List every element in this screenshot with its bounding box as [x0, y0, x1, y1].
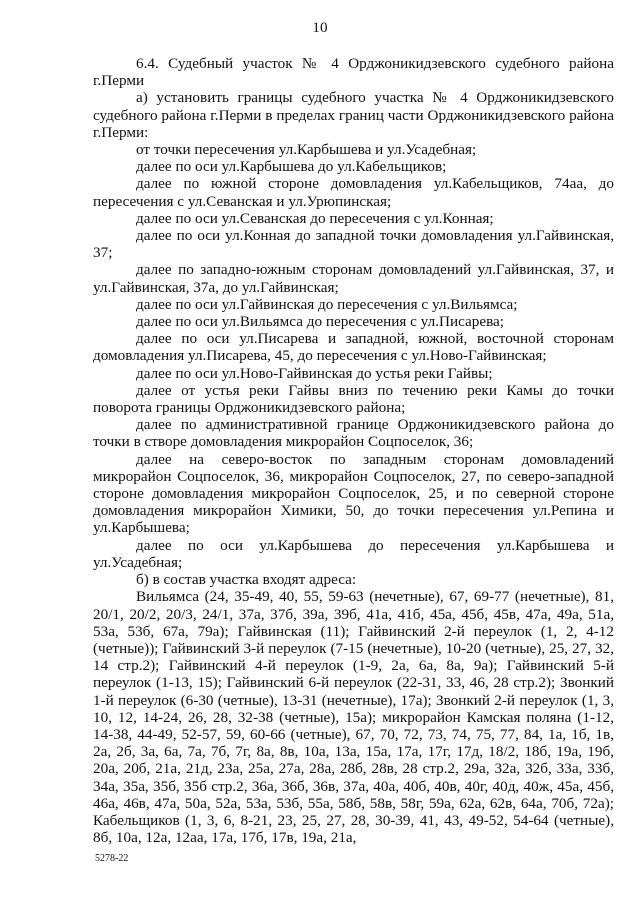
paragraph: далее по оси ул.Севанская до пересечения с ул.Конная;: [136, 209, 494, 227]
paragraph: далее по оси ул.Карбышева до пересечения ул.Карбышева и ул.Усадебная;: [93, 536, 614, 571]
paragraph: далее по оси ул.Карбышева до ул.Кабельщиков;: [136, 158, 447, 176]
paragraph: далее по оси ул.Писарева и западной, южной, восточной сторонам домовладения ул.Писарева, 45, до пересечения с ул.Ново-Гайвинская;: [93, 330, 614, 365]
paragraph: б) в состав участка входят адреса:: [136, 571, 357, 589]
paragraph: далее по южной стороне домовладения ул.Кабельщиков, 74аа, до пересечения с ул.Севанская и ул.Урюпинская;: [93, 175, 614, 210]
document-body: [93, 55, 614, 846]
paragraph: далее на северо-восток по западным сторонам домовладений микрорайон Соцпоселок, 36, микрорайон Соцпоселок, 27, по северо-западной стороне домовладения микрорайон Соцпоселок, 25, и по северной стороне домовладения микрорайон Химики, 50, до точки пересечения ул.Репина и ул.Карбышева;: [93, 450, 614, 537]
paragraph: далее по административной границе Орджоникидзевского района до точки в створе домовладения микрорайон Соцпоселок, 36;: [93, 416, 614, 451]
paragraph: от точки пересечения ул.Карбышева и ул.Усадебная;: [136, 141, 477, 159]
paragraph: а) установить границы судебного участка № 4 Орджоникидзевского судебного района г.Перми в пределах границ части Орджоникидзевского района г.Перми:: [93, 89, 614, 141]
paragraph: далее по оси ул.Вильямса до пересечения с ул.Писарева;: [136, 313, 505, 331]
paragraph: далее по западно-южным сторонам домовладений ул.Гайвинская, 37, и ул.Гайвинская, 37а, до ул.Гайвинская;: [93, 261, 614, 296]
paragraph: далее по оси ул.Гайвинская до пересечения с ул.Вильямса;: [136, 295, 518, 313]
paragraph: 6.4. Судебный участок № 4 Орджоникидзевского судебного района г.Перми: [93, 55, 614, 90]
paragraph: далее по оси ул.Ново-Гайвинская до устья реки Гайвы;: [136, 364, 493, 382]
page-number: 10: [312, 19, 328, 36]
paragraph: далее по оси ул.Конная до западной точки домовладения ул.Гайвинская, 37;: [93, 227, 614, 262]
paragraph: далее от устья реки Гайвы вниз по течению реки Камы до точки поворота границы Орджоникидзевского района;: [93, 381, 614, 417]
paragraph: Вильямса (24, 35-49, 40, 55, 59-63 (нечетные), 67, 69-77 (нечетные), 81, 20/1, 20/2, 20/3, 24/1, 37а, 37б, 39а, 39б, 41а, 41б, 45а, 45б, 45в, 47а, 49а, 51а, 53а, 53б, 67а, 79а); Гайвинская (11); Гайвинский 2-й переулок (1, 2, 4-12 (четные)); Гайвинский 3-й переулок (7-15 (нечетные), 10-20 (четные), 25, 27, 32, 14 стр.2); Гайвинский 4-й переулок (1-9, 2а, 6а, 8а, 9а); Гайвинский 5-й переулок (1-13, 15); Гайвинский 6-й переулок (22-31, 33, 46, 28 стр.2); Звонкий 1-й переулок (6-30 (четные), 13-31 (нечетные), 17а); Звонкий 2-й переулок (1, 3, 10, 12, 14-24, 26, 28, 32-38 (четные), 15а); микрорайон Камская поляна (1-12, 14-38, 44-49, 52-57, 59, 60-66 (четные), 67, 70, 72, 73, 74, 75, 77, 84, 1а, 1б, 1в, 2а, 2б, 3а, 6а, 7а, 7б, 7г, 8а, 8в, 10а, 13а, 15а, 17а, 17г, 17д, 18/2, 18б, 19а, 19б, 20а, 20б, 21а, 21д, 23а, 25а, 27а, 28а, 28б, 28в, 28 стр.2, 29а, 32а, 32б, 33а, 33б, 34а, 35а, 35б, 35б стр.2, 36а, 36б, 36в, 37а, 40а, 40б, 40в, 40г, 40д, 40ж, 45а, 45б, 46а, 46в, 47а, 50а, 52а, 53а, 53б, 55а, 58б, 58в, 58г, 59а, 62а, 62в, 64а, 70б, 72а); Кабельщиков (1, 3, 6, 8-21, 23, 25, 27, 28, 30-39, 41, 43, 49-52, 54-64 (четные), 8б, 10а, 12а, 12аа, 17а, 17б, 17в, 19а, 21а,: [93, 588, 614, 847]
footer-code: 5278-22: [95, 853, 129, 864]
